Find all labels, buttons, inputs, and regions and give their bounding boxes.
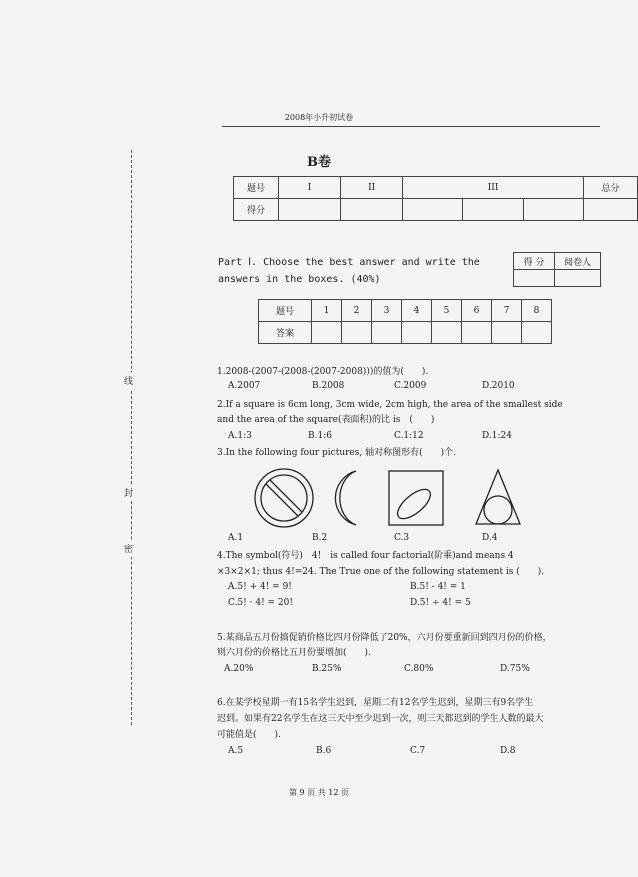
q3-option-c: C.3 [394, 533, 410, 543]
q3-option-b: B.2 [312, 533, 328, 543]
q1-option-d: D.2010 [482, 381, 515, 391]
answer-cell [312, 322, 342, 344]
answer-number: 1 [312, 300, 342, 322]
section-title: B卷 [307, 155, 331, 170]
q6-option-b: B.6 [316, 746, 332, 756]
question-3-text: 3.In the following four pictures, 轴对称图形有( )个. [217, 448, 456, 458]
question-6-line2: 迟到。如果有22名学生在这三天中至少迟到一次，则三天都迟到的学生人数的最大 [217, 714, 544, 724]
score-header-part2: II [341, 177, 403, 199]
grader-name-label: 阅卷人 [555, 253, 601, 270]
question-4-line1: 4.The symbol(符号) 4! is called four factorial(阶乘)and means 4 [217, 551, 514, 561]
q2-option-c: C.1:12 [394, 431, 424, 441]
q6-option-d: D.8 [500, 746, 516, 756]
exam-header-title: 2008年小升初试卷 [284, 113, 354, 122]
margin-char-xian: 线 [124, 372, 133, 389]
q5-option-c: C.80% [404, 664, 434, 674]
figure-square-ellipse [384, 466, 448, 530]
score-header-part3: III [403, 177, 583, 199]
q6-option-c: C.7 [410, 746, 426, 756]
q4-option-b: B.5! - 4! = 1 [410, 582, 466, 592]
grader-score-cell [514, 270, 555, 287]
score-cell [341, 199, 403, 221]
q3-option-d: D.4 [482, 533, 498, 543]
question-5-line2: 则六月份的价格比五月份要增加( ). [217, 648, 371, 658]
margin-char-mi: 密 [124, 540, 133, 557]
binding-margin-line [131, 150, 132, 725]
grader-name-cell [555, 270, 601, 287]
margin-char-feng: 封 [124, 484, 133, 501]
answer-cell [462, 322, 492, 344]
question-6-line1: 6.在某学校星期一有15名学生迟到，星期二有12名学生迟到，星期三有9名学生 [217, 698, 534, 708]
answer-cell [402, 322, 432, 344]
score-cell [523, 199, 583, 221]
grader-score-label: 得 分 [514, 253, 555, 270]
question-5-line1: 5.某商品五月份搞促销价格比四月份降低了20%，六月份要重新回到四月份的价格， [217, 633, 552, 643]
answer-row-label: 答案 [259, 322, 312, 344]
answer-number: 3 [372, 300, 402, 322]
answer-cell [432, 322, 462, 344]
question-2-line2: and the area of the square(表面积)的比 is ( ) [217, 415, 435, 425]
answer-cell [492, 322, 522, 344]
header-divider [222, 126, 600, 127]
answer-number: 4 [402, 300, 432, 322]
answer-number: 8 [522, 300, 552, 322]
answer-number: 5 [432, 300, 462, 322]
q4-option-d: D.5! ÷ 4! = 5 [410, 598, 471, 608]
score-header-label: 题号 [234, 177, 279, 199]
figure-crescent-moon [330, 466, 364, 530]
answer-table [258, 299, 552, 344]
answer-number: 2 [342, 300, 372, 322]
question-2-line1: 2.If a square is 6cm long, 3cm wide, 2cm high, the area of the smallest side [217, 400, 563, 410]
answer-header-label: 题号 [259, 300, 312, 322]
answer-number: 6 [462, 300, 492, 322]
q4-option-c: C.5! · 4! = 20! [228, 598, 294, 608]
question-6-line3: 可能值是( ). [217, 730, 281, 740]
q2-option-d: D.1:24 [482, 431, 512, 441]
q5-option-a: A.20% [224, 664, 254, 674]
score-cell [278, 199, 340, 221]
question-4-line2: ×3×2×1; thus 4!=24. The True one of the following statement is ( ). [217, 567, 545, 577]
score-row-label: 得分 [234, 199, 279, 221]
part1-instruction: Part Ⅰ. Choose the best answer and write the answers in the boxes. (40%) [218, 257, 480, 285]
score-header-part1: I [278, 177, 340, 199]
score-header-total: 总分 [583, 177, 637, 199]
q2-option-b: B.1:6 [308, 431, 332, 441]
score-cell [403, 199, 463, 221]
question-1-text: 1.2008-(2007-(2008-(2007-2008)))的值为( ). [217, 367, 429, 377]
q3-option-a: A.1 [228, 533, 244, 543]
figure-prohibition-circle [252, 466, 316, 530]
q5-option-b: B.25% [312, 664, 342, 674]
answer-cell [342, 322, 372, 344]
page-number: 第 9 页 共 12 页 [289, 788, 349, 797]
q5-option-d: D.75% [500, 664, 530, 674]
q1-option-b: B.2008 [312, 381, 345, 391]
figure-triangle-circle [472, 466, 524, 530]
q4-option-a: A.5! + 4! = 9! [228, 582, 292, 592]
score-cell [463, 199, 523, 221]
score-table [233, 176, 638, 221]
q1-option-a: A.2007 [228, 381, 261, 391]
score-cell [583, 199, 637, 221]
q1-option-c: C.2009 [394, 381, 427, 391]
answer-number: 7 [492, 300, 522, 322]
answer-cell [522, 322, 552, 344]
q2-option-a: A.1:3 [228, 431, 252, 441]
answer-cell [372, 322, 402, 344]
grader-table [513, 252, 601, 287]
q6-option-a: A.5 [228, 746, 244, 756]
